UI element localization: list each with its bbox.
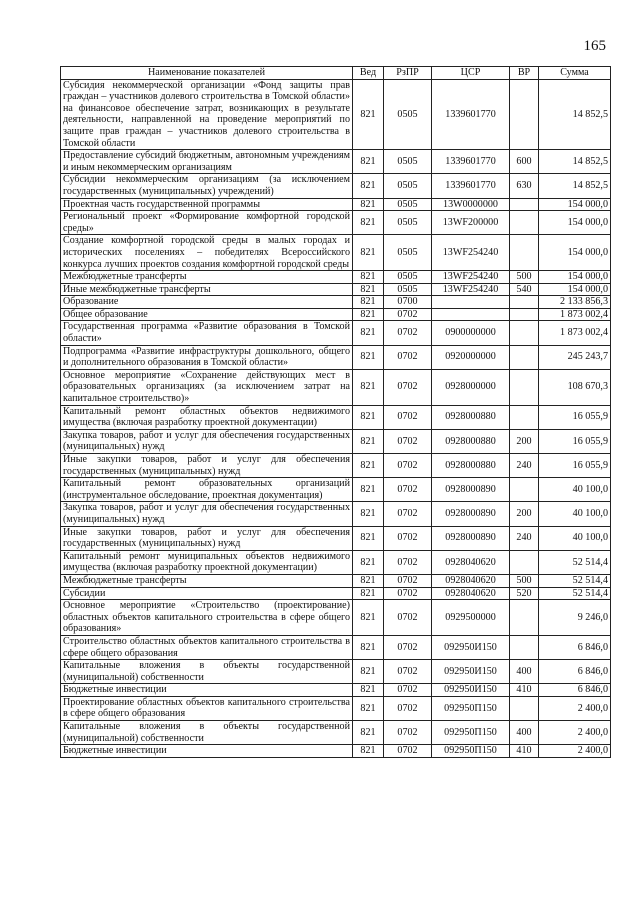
row-sum: 6 846,0 — [539, 684, 611, 697]
row-sum: 6 846,0 — [539, 660, 611, 684]
row-rzpr: 0702 — [384, 454, 432, 478]
row-name: Иные закупки товаров, работ и услуг для обеспечения государственных (муниципальных) нужд — [61, 454, 353, 478]
row-sum: 2 133 856,3 — [539, 296, 611, 309]
row-ved: 821 — [353, 321, 384, 345]
row-ved: 821 — [353, 587, 384, 600]
row-ved: 821 — [353, 696, 384, 720]
row-ved: 821 — [353, 745, 384, 758]
header-sum: Сумма — [539, 67, 611, 80]
row-rzpr: 0505 — [384, 174, 432, 198]
row-csr: 13WF254240 — [432, 283, 510, 296]
row-csr: 0928000890 — [432, 502, 510, 526]
budget-table — [60, 66, 611, 758]
header-name: Наименование показателей — [61, 67, 353, 80]
row-csr: 0928000890 — [432, 478, 510, 502]
row-ved: 821 — [353, 198, 384, 211]
row-sum: 154 000,0 — [539, 283, 611, 296]
table-row — [61, 721, 611, 745]
row-name: Предоставление субсидий бюджетным, автономным учреждениям и иным некоммерческим организациям — [61, 150, 353, 174]
row-vr — [510, 696, 539, 720]
row-rzpr: 0702 — [384, 745, 432, 758]
row-csr: 0928040620 — [432, 587, 510, 600]
row-vr — [510, 211, 539, 235]
row-name: Строительство областных объектов капитального строительства в сфере общего образования — [61, 635, 353, 659]
row-vr — [510, 405, 539, 429]
row-rzpr: 0702 — [384, 684, 432, 697]
table-row — [61, 283, 611, 296]
row-vr — [510, 321, 539, 345]
row-sum: 16 055,9 — [539, 405, 611, 429]
row-ved: 821 — [353, 600, 384, 636]
table-row — [61, 174, 611, 198]
row-rzpr: 0702 — [384, 600, 432, 636]
row-csr: 0928000000 — [432, 369, 510, 405]
row-name: Капитальный ремонт муниципальных объектов недвижимого имущества (включая разработку проектной документации) — [61, 550, 353, 574]
row-vr: 600 — [510, 150, 539, 174]
table-row — [61, 429, 611, 453]
row-sum: 40 100,0 — [539, 502, 611, 526]
row-csr: 1339601770 — [432, 150, 510, 174]
table-row — [61, 587, 611, 600]
table-row — [61, 211, 611, 235]
table-row — [61, 150, 611, 174]
row-rzpr: 0702 — [384, 587, 432, 600]
row-csr: 0929500000 — [432, 600, 510, 636]
row-name: Межбюджетные трансферты — [61, 574, 353, 587]
row-vr: 410 — [510, 745, 539, 758]
row-rzpr: 0505 — [384, 79, 432, 150]
row-csr: 092950И150 — [432, 684, 510, 697]
row-name: Иные закупки товаров, работ и услуг для обеспечения государственных (муниципальных) нужд — [61, 526, 353, 550]
row-vr: 240 — [510, 454, 539, 478]
row-rzpr: 0702 — [384, 696, 432, 720]
header-csr: ЦСР — [432, 67, 510, 80]
row-rzpr: 0702 — [384, 308, 432, 321]
row-vr — [510, 478, 539, 502]
row-name: Субсидия некоммерческой организации «Фонд защиты прав граждан – участников долевого строительства в Томской области» на финансовое обеспечение затрат, возникающих в результате деятельности, направленной на проведение мероприятий по защите прав граждан – участников долевого строительства в Томской области — [61, 79, 353, 150]
row-csr: 0928000880 — [432, 454, 510, 478]
row-sum: 14 852,5 — [539, 174, 611, 198]
row-ved: 821 — [353, 79, 384, 150]
row-sum: 14 852,5 — [539, 79, 611, 150]
table-row — [61, 745, 611, 758]
row-vr: 540 — [510, 283, 539, 296]
table-row — [61, 345, 611, 369]
row-sum: 52 514,4 — [539, 574, 611, 587]
table-row — [61, 296, 611, 309]
row-sum: 108 670,3 — [539, 369, 611, 405]
row-sum: 2 400,0 — [539, 696, 611, 720]
row-name: Проектная часть государственной программы — [61, 198, 353, 211]
row-name: Иные межбюджетные трансферты — [61, 283, 353, 296]
row-csr: 0928000880 — [432, 429, 510, 453]
row-ved: 821 — [353, 283, 384, 296]
row-sum: 154 000,0 — [539, 211, 611, 235]
table-row — [61, 321, 611, 345]
row-ved: 821 — [353, 271, 384, 284]
table-row — [61, 235, 611, 271]
row-vr: 240 — [510, 526, 539, 550]
table-row — [61, 454, 611, 478]
row-vr — [510, 635, 539, 659]
row-csr: 092950П150 — [432, 696, 510, 720]
row-vr: 200 — [510, 429, 539, 453]
row-rzpr: 0702 — [384, 345, 432, 369]
row-ved: 821 — [353, 296, 384, 309]
table-row — [61, 696, 611, 720]
row-ved: 821 — [353, 684, 384, 697]
table-row — [61, 271, 611, 284]
row-name: Субсидии некоммерческим организациям (за исключением государственных (муниципальных) учреждений) — [61, 174, 353, 198]
row-csr: 13WF254240 — [432, 235, 510, 271]
row-sum: 154 000,0 — [539, 271, 611, 284]
row-sum: 154 000,0 — [539, 198, 611, 211]
row-ved: 821 — [353, 345, 384, 369]
table-row — [61, 526, 611, 550]
row-sum: 2 400,0 — [539, 721, 611, 745]
row-csr: 1339601770 — [432, 174, 510, 198]
table-row — [61, 574, 611, 587]
row-ved: 821 — [353, 308, 384, 321]
row-rzpr: 0505 — [384, 150, 432, 174]
row-rzpr: 0700 — [384, 296, 432, 309]
row-name: Подпрограмма «Развитие инфраструктуры дошкольного, общего и дополнительного образования в Томской области» — [61, 345, 353, 369]
row-csr: 0928040620 — [432, 550, 510, 574]
row-vr — [510, 369, 539, 405]
table-row — [61, 600, 611, 636]
table-row — [61, 684, 611, 697]
row-ved: 821 — [353, 550, 384, 574]
row-name: Образование — [61, 296, 353, 309]
row-vr: 500 — [510, 271, 539, 284]
row-vr — [510, 550, 539, 574]
table-row — [61, 405, 611, 429]
row-csr: 13WF200000 — [432, 211, 510, 235]
table-row — [61, 308, 611, 321]
row-rzpr: 0505 — [384, 235, 432, 271]
row-vr — [510, 198, 539, 211]
row-sum: 40 100,0 — [539, 526, 611, 550]
row-vr — [510, 308, 539, 321]
row-sum: 1 873 002,4 — [539, 321, 611, 345]
row-rzpr: 0702 — [384, 635, 432, 659]
row-name: Проектирование областных объектов капитального строительства в сфере общего образования — [61, 696, 353, 720]
row-ved: 821 — [353, 150, 384, 174]
table-row — [61, 550, 611, 574]
row-name: Государственная программа «Развитие образования в Томской области» — [61, 321, 353, 345]
row-ved: 821 — [353, 721, 384, 745]
row-name: Закупка товаров, работ и услуг для обеспечения государственных (муниципальных) нужд — [61, 429, 353, 453]
row-vr — [510, 345, 539, 369]
row-name: Бюджетные инвестиции — [61, 684, 353, 697]
row-ved: 821 — [353, 211, 384, 235]
row-csr: 092950И150 — [432, 660, 510, 684]
row-sum: 14 852,5 — [539, 150, 611, 174]
row-ved: 821 — [353, 429, 384, 453]
row-rzpr: 0702 — [384, 321, 432, 345]
row-vr: 200 — [510, 502, 539, 526]
row-name: Общее образование — [61, 308, 353, 321]
row-ved: 821 — [353, 174, 384, 198]
row-rzpr: 0702 — [384, 660, 432, 684]
row-vr: 400 — [510, 660, 539, 684]
row-csr: 092950П150 — [432, 745, 510, 758]
row-rzpr: 0505 — [384, 198, 432, 211]
table-row — [61, 660, 611, 684]
row-csr: 0928000890 — [432, 526, 510, 550]
row-name: Закупка товаров, работ и услуг для обеспечения государственных (муниципальных) нужд — [61, 502, 353, 526]
table-row — [61, 198, 611, 211]
table-row — [61, 369, 611, 405]
row-name: Капитальные вложения в объекты государственной (муниципальной) собственности — [61, 721, 353, 745]
row-name: Капитальные вложения в объекты государственной (муниципальной) собственности — [61, 660, 353, 684]
table-row — [61, 79, 611, 150]
header-ved: Вед — [353, 67, 384, 80]
row-csr: 0920000000 — [432, 345, 510, 369]
row-rzpr: 0702 — [384, 369, 432, 405]
row-rzpr: 0702 — [384, 721, 432, 745]
row-sum: 9 246,0 — [539, 600, 611, 636]
row-ved: 821 — [353, 405, 384, 429]
row-rzpr: 0702 — [384, 429, 432, 453]
row-csr — [432, 308, 510, 321]
row-ved: 821 — [353, 635, 384, 659]
row-vr — [510, 79, 539, 150]
table-row — [61, 502, 611, 526]
row-sum: 52 514,4 — [539, 550, 611, 574]
header-rzpr: РзПР — [384, 67, 432, 80]
row-vr — [510, 296, 539, 309]
row-name: Бюджетные инвестиции — [61, 745, 353, 758]
row-name: Субсидии — [61, 587, 353, 600]
row-ved: 821 — [353, 502, 384, 526]
row-vr: 500 — [510, 574, 539, 587]
row-name: Капитальный ремонт областных объектов недвижимого имущества (включая разработку проектной документации) — [61, 405, 353, 429]
row-ved: 821 — [353, 369, 384, 405]
row-csr: 0928040620 — [432, 574, 510, 587]
row-rzpr: 0702 — [384, 550, 432, 574]
row-sum: 40 100,0 — [539, 478, 611, 502]
row-csr: 13W0000000 — [432, 198, 510, 211]
table-row — [61, 478, 611, 502]
row-vr: 410 — [510, 684, 539, 697]
row-csr: 092950П150 — [432, 721, 510, 745]
row-sum: 52 514,4 — [539, 587, 611, 600]
row-vr: 520 — [510, 587, 539, 600]
row-sum: 16 055,9 — [539, 429, 611, 453]
row-sum: 245 243,7 — [539, 345, 611, 369]
row-rzpr: 0702 — [384, 502, 432, 526]
row-sum: 2 400,0 — [539, 745, 611, 758]
row-name: Основное мероприятие «Строительство (проектирование) областных объектов капитального строительства в сфере общего образования» — [61, 600, 353, 636]
row-vr — [510, 235, 539, 271]
row-name: Основное мероприятие «Сохранение действующих мест в образовательных организациях (за исключением затрат на капитальное строительство)» — [61, 369, 353, 405]
row-name: Межбюджетные трансферты — [61, 271, 353, 284]
table-header-row — [61, 67, 611, 80]
row-csr: 13WF254240 — [432, 271, 510, 284]
row-csr: 1339601770 — [432, 79, 510, 150]
row-ved: 821 — [353, 454, 384, 478]
header-vr: ВР — [510, 67, 539, 80]
row-rzpr: 0702 — [384, 478, 432, 502]
row-csr: 0900000000 — [432, 321, 510, 345]
row-sum: 16 055,9 — [539, 454, 611, 478]
row-ved: 821 — [353, 235, 384, 271]
row-ved: 821 — [353, 660, 384, 684]
row-rzpr: 0702 — [384, 526, 432, 550]
row-sum: 154 000,0 — [539, 235, 611, 271]
row-rzpr: 0505 — [384, 283, 432, 296]
row-vr: 400 — [510, 721, 539, 745]
row-sum: 6 846,0 — [539, 635, 611, 659]
row-vr — [510, 600, 539, 636]
row-name: Капитальный ремонт образовательных организаций (инструментальное обследование, проектная документация) — [61, 478, 353, 502]
row-sum: 1 873 002,4 — [539, 308, 611, 321]
row-rzpr: 0505 — [384, 271, 432, 284]
row-rzpr: 0505 — [384, 211, 432, 235]
table-row — [61, 635, 611, 659]
row-ved: 821 — [353, 526, 384, 550]
row-rzpr: 0702 — [384, 405, 432, 429]
row-ved: 821 — [353, 478, 384, 502]
row-rzpr: 0702 — [384, 574, 432, 587]
row-ved: 821 — [353, 574, 384, 587]
row-vr: 630 — [510, 174, 539, 198]
row-csr — [432, 296, 510, 309]
page-number: 165 — [583, 38, 606, 54]
row-name: Региональный проект «Формирование комфортной городской среды» — [61, 211, 353, 235]
row-csr: 092950И150 — [432, 635, 510, 659]
row-csr: 0928000880 — [432, 405, 510, 429]
row-name: Создание комфортной городской среды в малых городах и исторических поселениях – победителях Всероссийского конкурса лучших проектов создания комфортной городской среды — [61, 235, 353, 271]
